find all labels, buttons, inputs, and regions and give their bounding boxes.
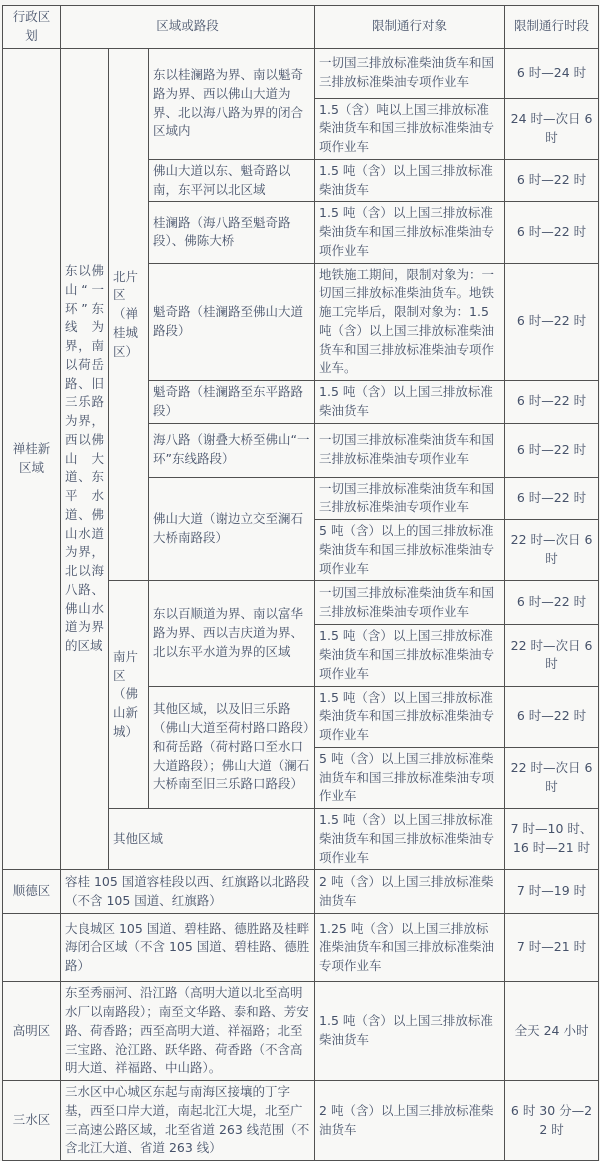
district-shunde: 顺德区 [3,870,61,914]
header-restricted-hours: 限制通行时段 [505,6,599,49]
zone-south-label: 南片区（佛山新城） [109,581,149,809]
road-section: 魁奇路（桂澜路至东平路路段） [149,381,315,424]
restriction-time: 22 时—次日 6 时 [505,625,599,686]
restriction-object: 一切国三排放标准柴油货车和国三排放标准柴油专项作业车 [315,423,505,477]
restriction-object: 1.5 吨（含）以上国三排放标准柴油货车 [315,982,505,1081]
restriction-object: 2 吨（含）以上国三排放标准柴油货车 [315,870,505,914]
road-section: 佛山大道以东、魁奇路以南，东平河以北区域 [149,159,315,202]
restriction-object: 1.25 吨（含）以上国三排放标准柴油货车和国三排放标准柴油专项作业车 [315,914,505,982]
restriction-object: 1.5 吨（含）以上国三排放标准柴油货车和国三排放标准柴油专项作业车 [315,202,505,263]
restriction-object: 2 吨（含）以上国三排放标准柴油货车 [315,1081,505,1161]
restriction-object: 1.5 吨（含）以上国三排放标准柴油货车和国三排放标准柴油专项作业车 [315,625,505,686]
restriction-object: 1.5 吨（含）以上国三排放标准柴油货车 [315,159,505,202]
road-section: 东以百顺道为界、南以富华路为界、西以吉庆道为界、北以东平水道为界的区域 [149,581,315,686]
header-area-or-road: 区域或路段 [61,6,315,49]
restriction-time: 6 时—22 时 [505,381,599,424]
road-section: 东以桂澜路为界、南以魁奇路为界、西以佛山大道为界、北以海八路为界的闭合区域内 [149,48,315,159]
restriction-object: 1.5 吨（含）以上国三排放标准柴油货车和国三排放标准柴油专项作业车 [315,809,505,870]
district-chancheng: 禅桂新区域 [3,48,61,870]
restriction-time: 7 时—10 时、16 时—21 时 [505,809,599,870]
road-section: 东至秀丽河、沿江路（高明大道以北至高明水厂以南路段）；南至文华路、泰和路、芳安路、荷香路；西至高明大道、祥福路；北至三宝路、沧江路、跃华路、荷香路（不含高明大道、祥福路、中山路）。 [61,982,315,1081]
district-gaoming: 高明区 [3,982,61,1081]
zone-north-label: 北片区（禅桂城区） [109,48,149,581]
restriction-object: 一切国三排放标准柴油货车和国三排放标准柴油专项作业车 [315,477,505,520]
road-section: 海八路（谢叠大桥至佛山“一环”东线路段） [149,423,315,477]
restriction-time: 22 时—次日 6 时 [505,520,599,581]
road-section: 三水区中心城区东起与南海区接壤的丁字基，西至口岸大道，南起北江大堤，北至广三高速公路区域，北至省道 263 线范围（不含北江大道、省道 263 线） [61,1081,315,1161]
road-section: 桂澜路（海八路至魁奇路段）、佛陈大桥 [149,202,315,263]
restriction-object: 1.5 吨（含）以上国三排放标准柴油货车 [315,381,505,424]
restriction-time: 6 时—22 时 [505,263,599,381]
district-cell-empty [3,914,61,982]
restriction-time: 7 时—19 时 [505,870,599,914]
restriction-time: 6 时—22 时 [505,477,599,520]
restriction-time: 6 时—22 时 [505,159,599,202]
restriction-time: 6 时—22 时 [505,581,599,625]
restriction-time: 22 时—次日 6 时 [505,747,599,808]
restriction-time: 6 时—22 时 [505,202,599,263]
restriction-time: 7 时—21 时 [505,914,599,982]
table-row [3,982,599,1081]
restriction-time: 6 时 30 分—22 时 [505,1081,599,1161]
restriction-object: 5 吨（含）以上的国三排放标准柴油货车和国三排放标准柴油专项作业车 [315,520,505,581]
restriction-object: 一切国三排放标准柴油货车和国三排放标准柴油专项作业车 [315,581,505,625]
road-section: 大良城区 105 国道、碧桂路、德胜路及桂畔海闭合区域（不含 105 国道、碧桂路、德胜路） [61,914,315,982]
table-row [3,1081,599,1161]
table-row [3,870,599,914]
restriction-object: 1.5（含）吨以上国三排放标准柴油货车和国三排放标准柴油专项作业车 [315,98,505,159]
header-admin-division: 行政区划 [3,6,61,49]
road-section-other: 其他区域 [109,809,315,870]
restriction-time: 6 时—22 时 [505,423,599,477]
restriction-object: 1.5 吨（含）以上国三排放标准柴油货车和国三排放标准柴油专项作业车 [315,686,505,747]
restriction-time: 全天 24 小时 [505,982,599,1081]
restriction-object: 一切国三排放标准柴油货车和国三排放标准柴油专项作业车 [315,48,505,98]
restriction-time: 24 时—次日 6 时 [505,98,599,159]
restriction-time: 6 时—22 时 [505,686,599,747]
restriction-object: 地铁施工期间，限制对象为：一切国三排放标准柴油货车。地铁施工完毕后，限制对象为：1.5 吨（含）以上国三排放标准柴油货车和国三排放标准柴油专项作业车。 [315,263,505,381]
restriction-time: 6 时—24 时 [505,48,599,98]
boundary-chancheng: 东以佛山“一环”东线为界，南以荷岳路、旧三乐路为界，西以佛山大道、东平水道、佛山水道为界，北以海八路、佛山水道为界的区域 [61,48,109,870]
restriction-object: 5 吨（含）以上国三排放标准柴油货车和国三排放标准柴油专项作业车 [315,747,505,808]
table-row [3,48,599,98]
table-row [3,914,599,982]
road-section: 魁奇路（桂澜路至佛山大道路段） [149,263,315,381]
district-sanshui: 三水区 [3,1081,61,1161]
table-header-row [3,6,599,49]
traffic-restriction-table [2,5,599,1161]
road-section: 容桂 105 国道容桂段以西、红旗路以北路段（不含 105 国道、红旗路） [61,870,315,914]
header-restricted-objects: 限制通行对象 [315,6,505,49]
road-section: 其他区域，以及旧三乐路（佛山大道至荷村路口路段）和荷岳路（荷村路口至水口大道路段）；佛山大道（澜石大桥南至旧三乐路口路段） [149,686,315,809]
road-section: 佛山大道（谢边立交至澜石大桥南路段） [149,477,315,581]
